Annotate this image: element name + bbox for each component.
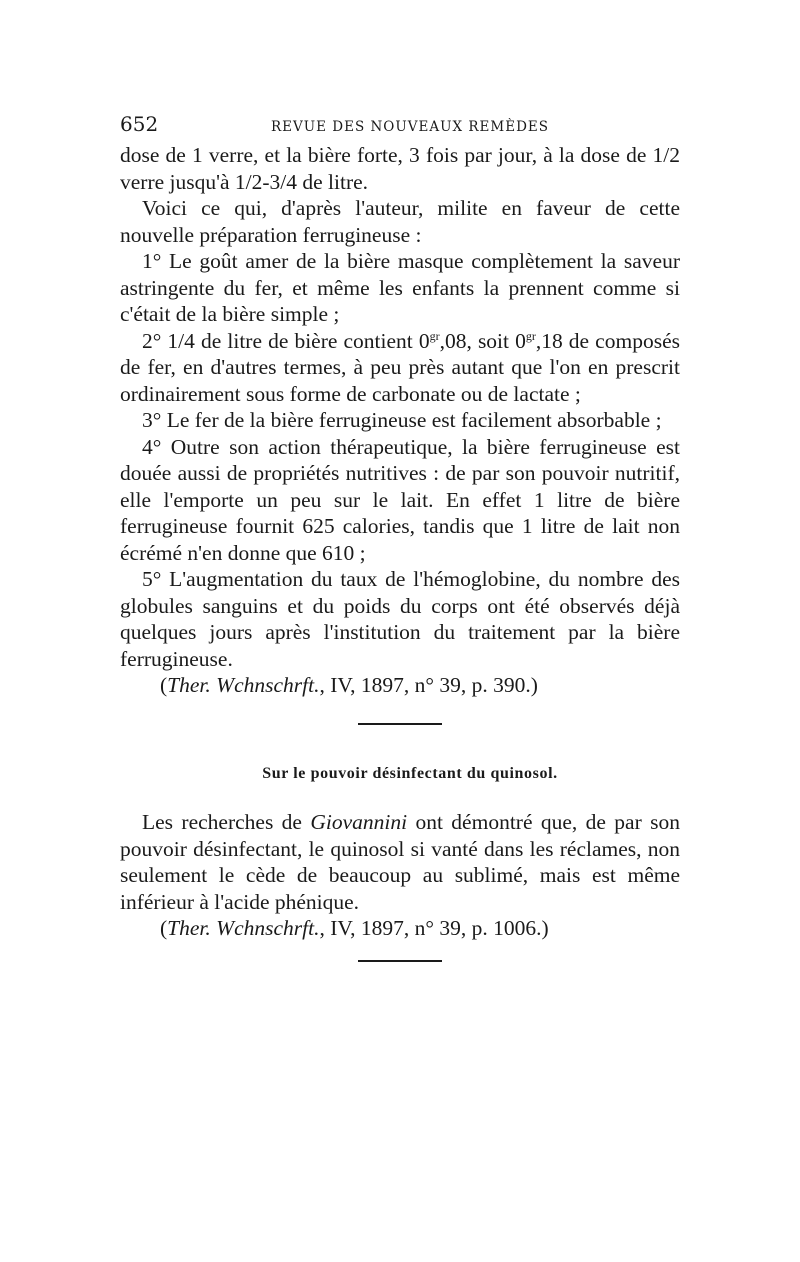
citation-2: (Ther. Wchnschrft., IV, 1897, n° 39, p. 1006.) [160,916,549,940]
list-item-1: 1° Le goût amer de la bière masque complètement la saveur astringente du fer, et même les enfants la prennent comme si c'était de la bière simple ; [120,249,680,326]
list-item-2: 2° 1/4 de litre de bière contient $0^{gr},08$, soit $0^{gr},18$ de composés de fer, en d'autres termes, à peu près autant que l'on en prescrit ordinairement sous forme de carbonate ou de lactate ; [120,328,680,406]
page-number: 652 [120,112,159,136]
end-divider [358,960,442,962]
page [120,112,680,962]
running-title: REVUE DES NOUVEAUX REMÈDES [270,119,550,135]
section-title: Sur le pouvoir désinfectant du quinosol. [262,764,558,782]
citation-1: (Ther. Wchnschrft., IV, 1897, n° 39, p. 390.) [160,673,538,697]
article-body [120,142,680,962]
list-item-4: 4° Outre son action thérapeutique, la bière ferrugineuse est douée aussi de propriétés nutritives : de par son pouvoir nutritif, elle l'emporte un peu sur le lait. En effet 1 litre de bière ferrugineuse fournit 625 calories, tandis que 1 litre de lait non écrémé n'en donne que 610 ; [120,434,680,565]
paragraph-quinosol: Les recherches de Giovannini ont démontré que, de par son pouvoir désinfectant, le quinosol si vanté dans les réclames, non seulement le cède de beaucoup au sublimé, mais est même inférieur à l'acide phénique. [120,810,680,914]
list-item-5: 5° L'augmentation du taux de l'hémoglobine, du nombre des globules sanguins et du poids du corps ont été observés déjà quelques jours après l'institution du traitement par la bière ferrugineuse. [120,567,680,671]
running-header [120,112,680,142]
paragraph-intro: Voici ce qui, d'après l'auteur, milite en faveur de cette nouvelle préparation ferrugineuse : [120,196,680,247]
paragraph-dose: dose de 1 verre, et la bière forte, 3 fois par jour, à la dose de 1/2 verre jusqu'à 1/2-3/4 de litre. [120,143,680,194]
list-item-3: 3° Le fer de la bière ferrugineuse est facilement absorbable ; [142,408,662,432]
